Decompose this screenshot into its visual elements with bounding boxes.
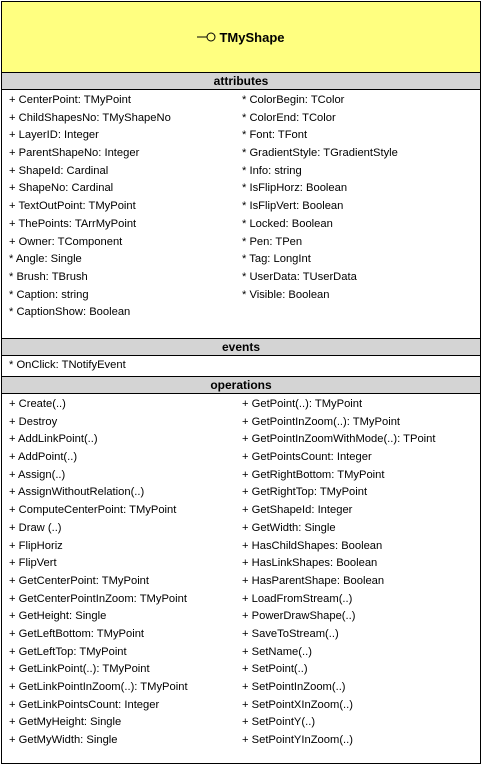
- attributes-section: [2, 90, 480, 338]
- attributes-section-title: attributes: [2, 73, 480, 90]
- interface-lollipop-icon: [197, 32, 217, 42]
- class-title: [197, 30, 284, 45]
- attribute-item: * Angle: Single: [9, 253, 82, 266]
- attribute-item: * Pen: TPen: [242, 235, 303, 248]
- attribute-item: + ParentShapeNo: Integer: [9, 147, 140, 160]
- operation-item: + Draw (..): [9, 521, 62, 534]
- operation-item: + SetPointInZoom(..): [242, 681, 346, 693]
- operation-item: + AssignWithoutRelation(..): [9, 486, 145, 499]
- operation-item: + AddPoint(..): [9, 451, 78, 464]
- attribute-item: * Font: TFont: [242, 129, 308, 142]
- operation-item: + Create(..): [9, 398, 66, 410]
- attribute-item: + Owner: TComponent: [9, 235, 123, 248]
- attributes-right-column: [242, 92, 480, 336]
- attribute-item: * Caption: string: [9, 288, 89, 301]
- operation-item: + GetMyHeight: Single: [9, 716, 122, 729]
- operation-item: + HasParentShape: Boolean: [242, 574, 385, 587]
- class-name: TMyShape: [219, 29, 285, 45]
- attributes-left-column: [2, 92, 242, 336]
- attribute-item: + ShapeNo: Cardinal: [9, 182, 114, 195]
- attribute-item: * GradientStyle: TGradientStyle: [242, 147, 398, 160]
- attribute-item: * IsFlipHorz: Boolean: [242, 182, 348, 195]
- uml-class-box: [1, 1, 481, 764]
- operation-item: + GetWidth: Single: [242, 521, 336, 534]
- operation-item: + SaveToStream(..): [242, 627, 339, 640]
- operation-item: + HasLinkShapes: Boolean: [242, 557, 378, 570]
- operation-item: + Destroy: [9, 415, 58, 428]
- operation-item: + GetCenterPointInZoom: TMyPoint: [9, 592, 187, 605]
- operation-item: + GetPointInZoom(..): TMyPoint: [242, 415, 401, 428]
- attribute-item: + ThePoints: TArrMyPoint: [9, 217, 137, 230]
- attribute-item: * ColorBegin: TColor: [242, 94, 345, 106]
- attribute-item: * CaptionShow: Boolean: [9, 306, 131, 319]
- operation-item: + SetName(..): [242, 645, 312, 658]
- attribute-item: * Locked: Boolean: [242, 217, 333, 230]
- operation-item: + GetLinkPoint(..): TMyPoint: [9, 663, 150, 676]
- operation-item: + GetMyWidth: Single: [9, 734, 118, 747]
- operations-left-column: [2, 396, 242, 750]
- operation-item: + ComputeCenterPoint: TMyPoint: [9, 504, 177, 517]
- operation-item: + SetPoint(..): [242, 663, 308, 676]
- operation-item: + GetRightBottom: TMyPoint: [242, 468, 385, 481]
- attribute-item: * Visible: Boolean: [242, 288, 330, 301]
- attribute-item: * UserData: TUserData: [242, 270, 357, 283]
- operation-item: + PowerDrawShape(..): [242, 610, 356, 623]
- operation-item: + GetShapeId: Integer: [242, 504, 353, 517]
- operation-item: + GetLeftTop: TMyPoint: [9, 645, 127, 658]
- operation-item: + FlipVert: [9, 557, 57, 570]
- operations-section-title: operations: [2, 376, 480, 394]
- events-section: [2, 356, 480, 376]
- operation-item: + GetLeftBottom: TMyPoint: [9, 627, 145, 640]
- operations-right-column: [242, 396, 480, 750]
- class-header: [2, 2, 480, 73]
- operation-item: + GetPoint(..): TMyPoint: [242, 398, 363, 410]
- operation-item: + Assign(..): [9, 468, 66, 481]
- events-section-title: events: [2, 338, 480, 356]
- operation-item: + FlipHoriz: [9, 539, 63, 552]
- attribute-item: + ChildShapesNo: TMyShapeNo: [9, 111, 171, 124]
- attribute-item: + CenterPoint: TMyPoint: [9, 94, 131, 106]
- operation-item: + GetLinkPointsCount: Integer: [9, 698, 160, 711]
- operation-item: + GetHeight: Single: [9, 610, 107, 623]
- operation-item: + AddLinkPoint(..): [9, 433, 98, 446]
- operation-item: + GetPointsCount: Integer: [242, 451, 372, 464]
- operation-item: + SetPointYInZoom(..): [242, 734, 353, 747]
- operations-section: [2, 394, 480, 752]
- operation-item: + LoadFromStream(..): [242, 592, 353, 605]
- operation-item: + GetRightTop: TMyPoint: [242, 486, 368, 499]
- attribute-item: + ShapeId: Cardinal: [9, 164, 109, 177]
- attribute-item: * Tag: LongInt: [242, 253, 311, 266]
- operation-item: + GetCenterPoint: TMyPoint: [9, 574, 150, 587]
- attribute-item: * Info: string: [242, 164, 302, 177]
- event-item: * OnClick: TNotifyEvent: [9, 359, 126, 371]
- attribute-item: + TextOutPoint: TMyPoint: [9, 200, 136, 213]
- operation-item: + GetLinkPointInZoom(..): TMyPoint: [9, 681, 188, 693]
- attribute-item: * ColorEnd: TColor: [242, 111, 336, 124]
- attribute-item: * IsFlipVert: Boolean: [242, 200, 344, 213]
- attribute-item: + LayerID: Integer: [9, 129, 99, 142]
- operation-item: + GetPointInZoomWithMode(..): TPoint: [242, 433, 436, 446]
- operation-item: + HasChildShapes: Boolean: [242, 539, 383, 552]
- attribute-item: * Brush: TBrush: [9, 270, 88, 283]
- operation-item: + SetPointXInZoom(..): [242, 698, 353, 711]
- events-left-column: [2, 357, 242, 374]
- operation-item: + SetPointY(..): [242, 716, 316, 729]
